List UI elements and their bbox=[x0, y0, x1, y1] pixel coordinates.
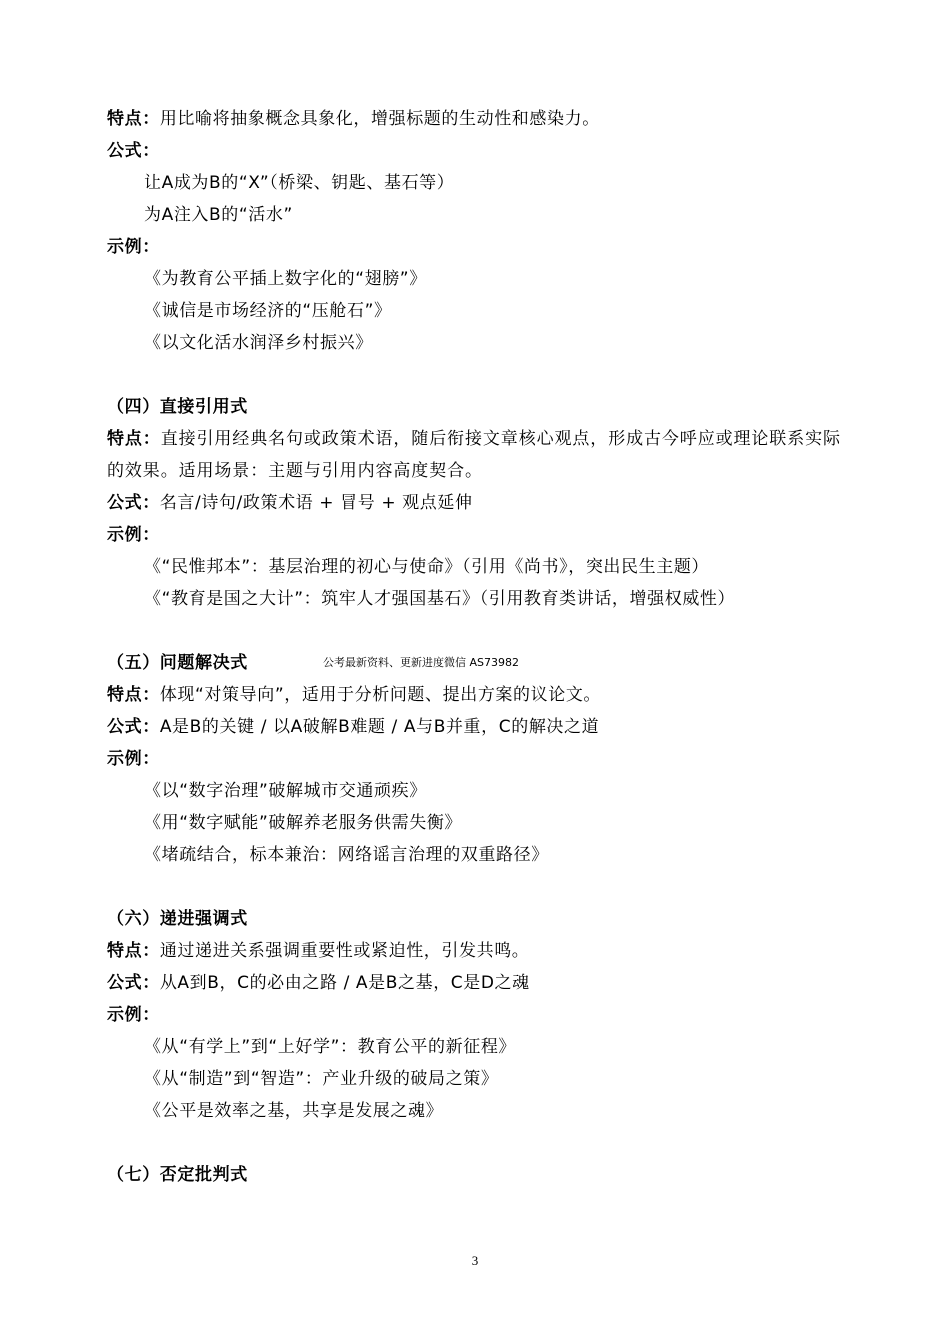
section-heading: （四）直接引用式 bbox=[107, 397, 248, 417]
feature-line bbox=[107, 684, 601, 706]
feature-text: 用比喻将抽象概念具象化，增强标题的生动性和感染力。 bbox=[159, 109, 600, 129]
example-item: 《从“有学上”到“上好学”：教育公平的新征程》 bbox=[144, 1037, 517, 1057]
example-item: 《以文化活水润泽乡村振兴》 bbox=[144, 333, 373, 353]
formula-item: 为A注入B的“活水” bbox=[144, 205, 293, 225]
formula-line bbox=[107, 972, 530, 994]
section-heading: （五）问题解决式 bbox=[107, 653, 248, 673]
watermark-text: 公考最新资料、更新进度微信 AS73982 bbox=[323, 656, 519, 669]
example-item: 《从“制造”到“智造”：产业升级的破局之策》 bbox=[144, 1069, 499, 1089]
example-item: 《为教育公平插上数字化的“翅膀”》 bbox=[144, 269, 427, 289]
feature-line bbox=[107, 108, 600, 130]
example-item: 《用“数字赋能”破解养老服务供需失衡》 bbox=[144, 813, 463, 833]
formula-label: 公式： bbox=[107, 493, 160, 513]
examples-label: 示例： bbox=[107, 525, 160, 545]
feature-label: 特点： bbox=[107, 429, 161, 449]
feature-line bbox=[107, 940, 529, 962]
formula-label: 公式： bbox=[107, 717, 160, 737]
example-item: 《“民惟邦本”：基层治理的初心与使命》（引用《尚书》，突出民生主题） bbox=[144, 557, 710, 577]
feature-label: 特点： bbox=[107, 109, 160, 129]
feature-label: 特点： bbox=[107, 685, 160, 705]
section-heading: （六）递进强调式 bbox=[107, 909, 248, 929]
example-item: 《公平是效率之基，共享是发展之魂》 bbox=[144, 1101, 444, 1121]
example-item: 《诚信是市场经济的“压舱石”》 bbox=[144, 301, 392, 321]
feature-text: 体现“对策导向”，适用于分析问题、提出方案的议论文。 bbox=[159, 685, 602, 705]
formula-item: 让A成为B的“X”（桥梁、钥匙、基石等） bbox=[144, 173, 455, 193]
feature-text: 直接引用经典名句或政策术语，随后衔接文章核心观点，形成古今呼应或理论联系实际的效果。适用场景：主题与引用内容高度契合。 bbox=[107, 429, 841, 481]
examples-label: 示例： bbox=[107, 749, 160, 769]
example-item: 《堵疏结合，标本兼治：网络谣言治理的双重路径》 bbox=[144, 845, 549, 865]
section-heading: （七）否定批判式 bbox=[107, 1165, 248, 1185]
examples-label: 示例： bbox=[107, 1005, 160, 1025]
formula-text: A是B的关键 / 以A破解B难题 / A与B并重，C的解决之道 bbox=[159, 717, 600, 737]
example-item: 《以“数字治理”破解城市交通顽疾》 bbox=[144, 781, 427, 801]
examples-label: 示例： bbox=[107, 237, 160, 257]
page-number: 3 bbox=[471, 1253, 479, 1268]
formula-text: 名言/诗句/政策术语 + 冒号 + 观点延伸 bbox=[159, 493, 473, 513]
feature-text: 通过递进关系强调重要性或紧迫性，引发共鸣。 bbox=[159, 941, 530, 961]
example-item: 《“教育是国之大计”：筑牢人才强国基石》（引用教育类讲话，增强权威性） bbox=[144, 589, 736, 609]
formula-text: 从A到B，C的必由之路 / A是B之基，C是D之魂 bbox=[159, 973, 530, 993]
feature-paragraph bbox=[107, 423, 847, 487]
formula-line bbox=[107, 716, 599, 738]
formula-label: 公式： bbox=[107, 141, 160, 161]
feature-label: 特点： bbox=[107, 941, 160, 961]
formula-label: 公式： bbox=[107, 973, 160, 993]
formula-line bbox=[107, 492, 473, 514]
